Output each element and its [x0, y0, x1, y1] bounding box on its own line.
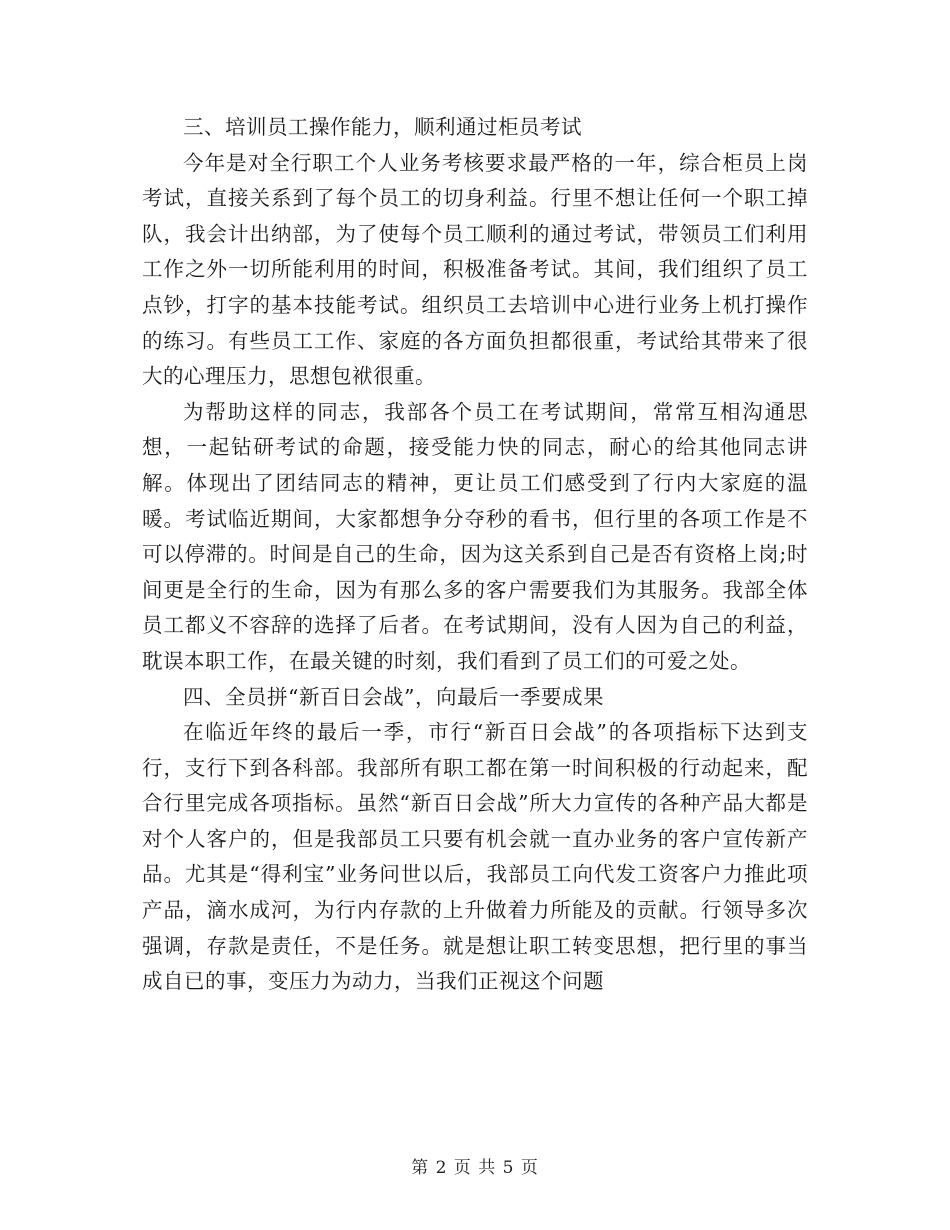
paragraph-2: 为帮助这样的同志，我部各个员工在考试期间，常常互相沟通思想，一起钻研考试的命题，接受能力快的同志，耐心的给其他同志讲解。体现出了团结同志的精神，更让员工们感受到了行内大家庭的温暖。考试临近期间，大家都想争分夺秒的看书，但行里的各项工作是不可以停滞的。时间是自己的生命，因为这关系到自己是否有资格上岗;时间更是全行的生命，因为有那么多的客户需要我们为其服务。我部全体员工都义不容辞的选择了后者。在考试期间，没有人因为自己的利益，耽误本职工作，在最关键的时刻，我们看到了员工们的可爱之处。 [142, 399, 808, 673]
document-body [142, 110, 808, 1000]
paragraph-3: 在临近年终的最后一季，市行“新百日会战”的各项指标下达到支行，支行下到各科部。我部所有职工都在第一时间积极的行动起来，配合行里完成各项指标。虽然“新百日会战”所大力宣传的各种产品大都是对个人客户的，但是我部员工只要有机会就一直办业务的客户宣传新产品。尤其是“得利宝”业务问世以后，我部员工向代发工资客户力推此项产品，滴水成河，为行内存款的上升做着力所能及的贡献。行领导多次强调，存款是责任，不是任务。就是想让职工转变思想，把行里的事当成自已的事，变压力为动力，当我们正视这个问题 [142, 720, 808, 994]
paragraph-1: 今年是对全行职工个人业务考核要求最严格的一年，综合柜员上岗考试，直接关系到了每个员工的切身利益。行里不想让任何一个职工掉队，我会计出纳部，为了使每个员工顺利的通过考试，带领员工们利用工作之外一切所能利用的时间，积极准备考试。其间，我们组织了员工点钞，打字的基本技能考试。组织员工去培训中心进行业务上机打操作的练习。有些员工工作、家庭的各方面负担都很重，考试给其带来了很大的心理压力，思想包袱很重。 [142, 150, 808, 389]
page-footer: 第 2 页 共 5 页 [411, 1158, 539, 1178]
section-heading-3: 三、培训员工操作能力，顺利通过柜员考试 [183, 115, 582, 139]
section-heading-4: 四、全员拼“新百日会战”，向最后一季要成果 [183, 684, 604, 709]
